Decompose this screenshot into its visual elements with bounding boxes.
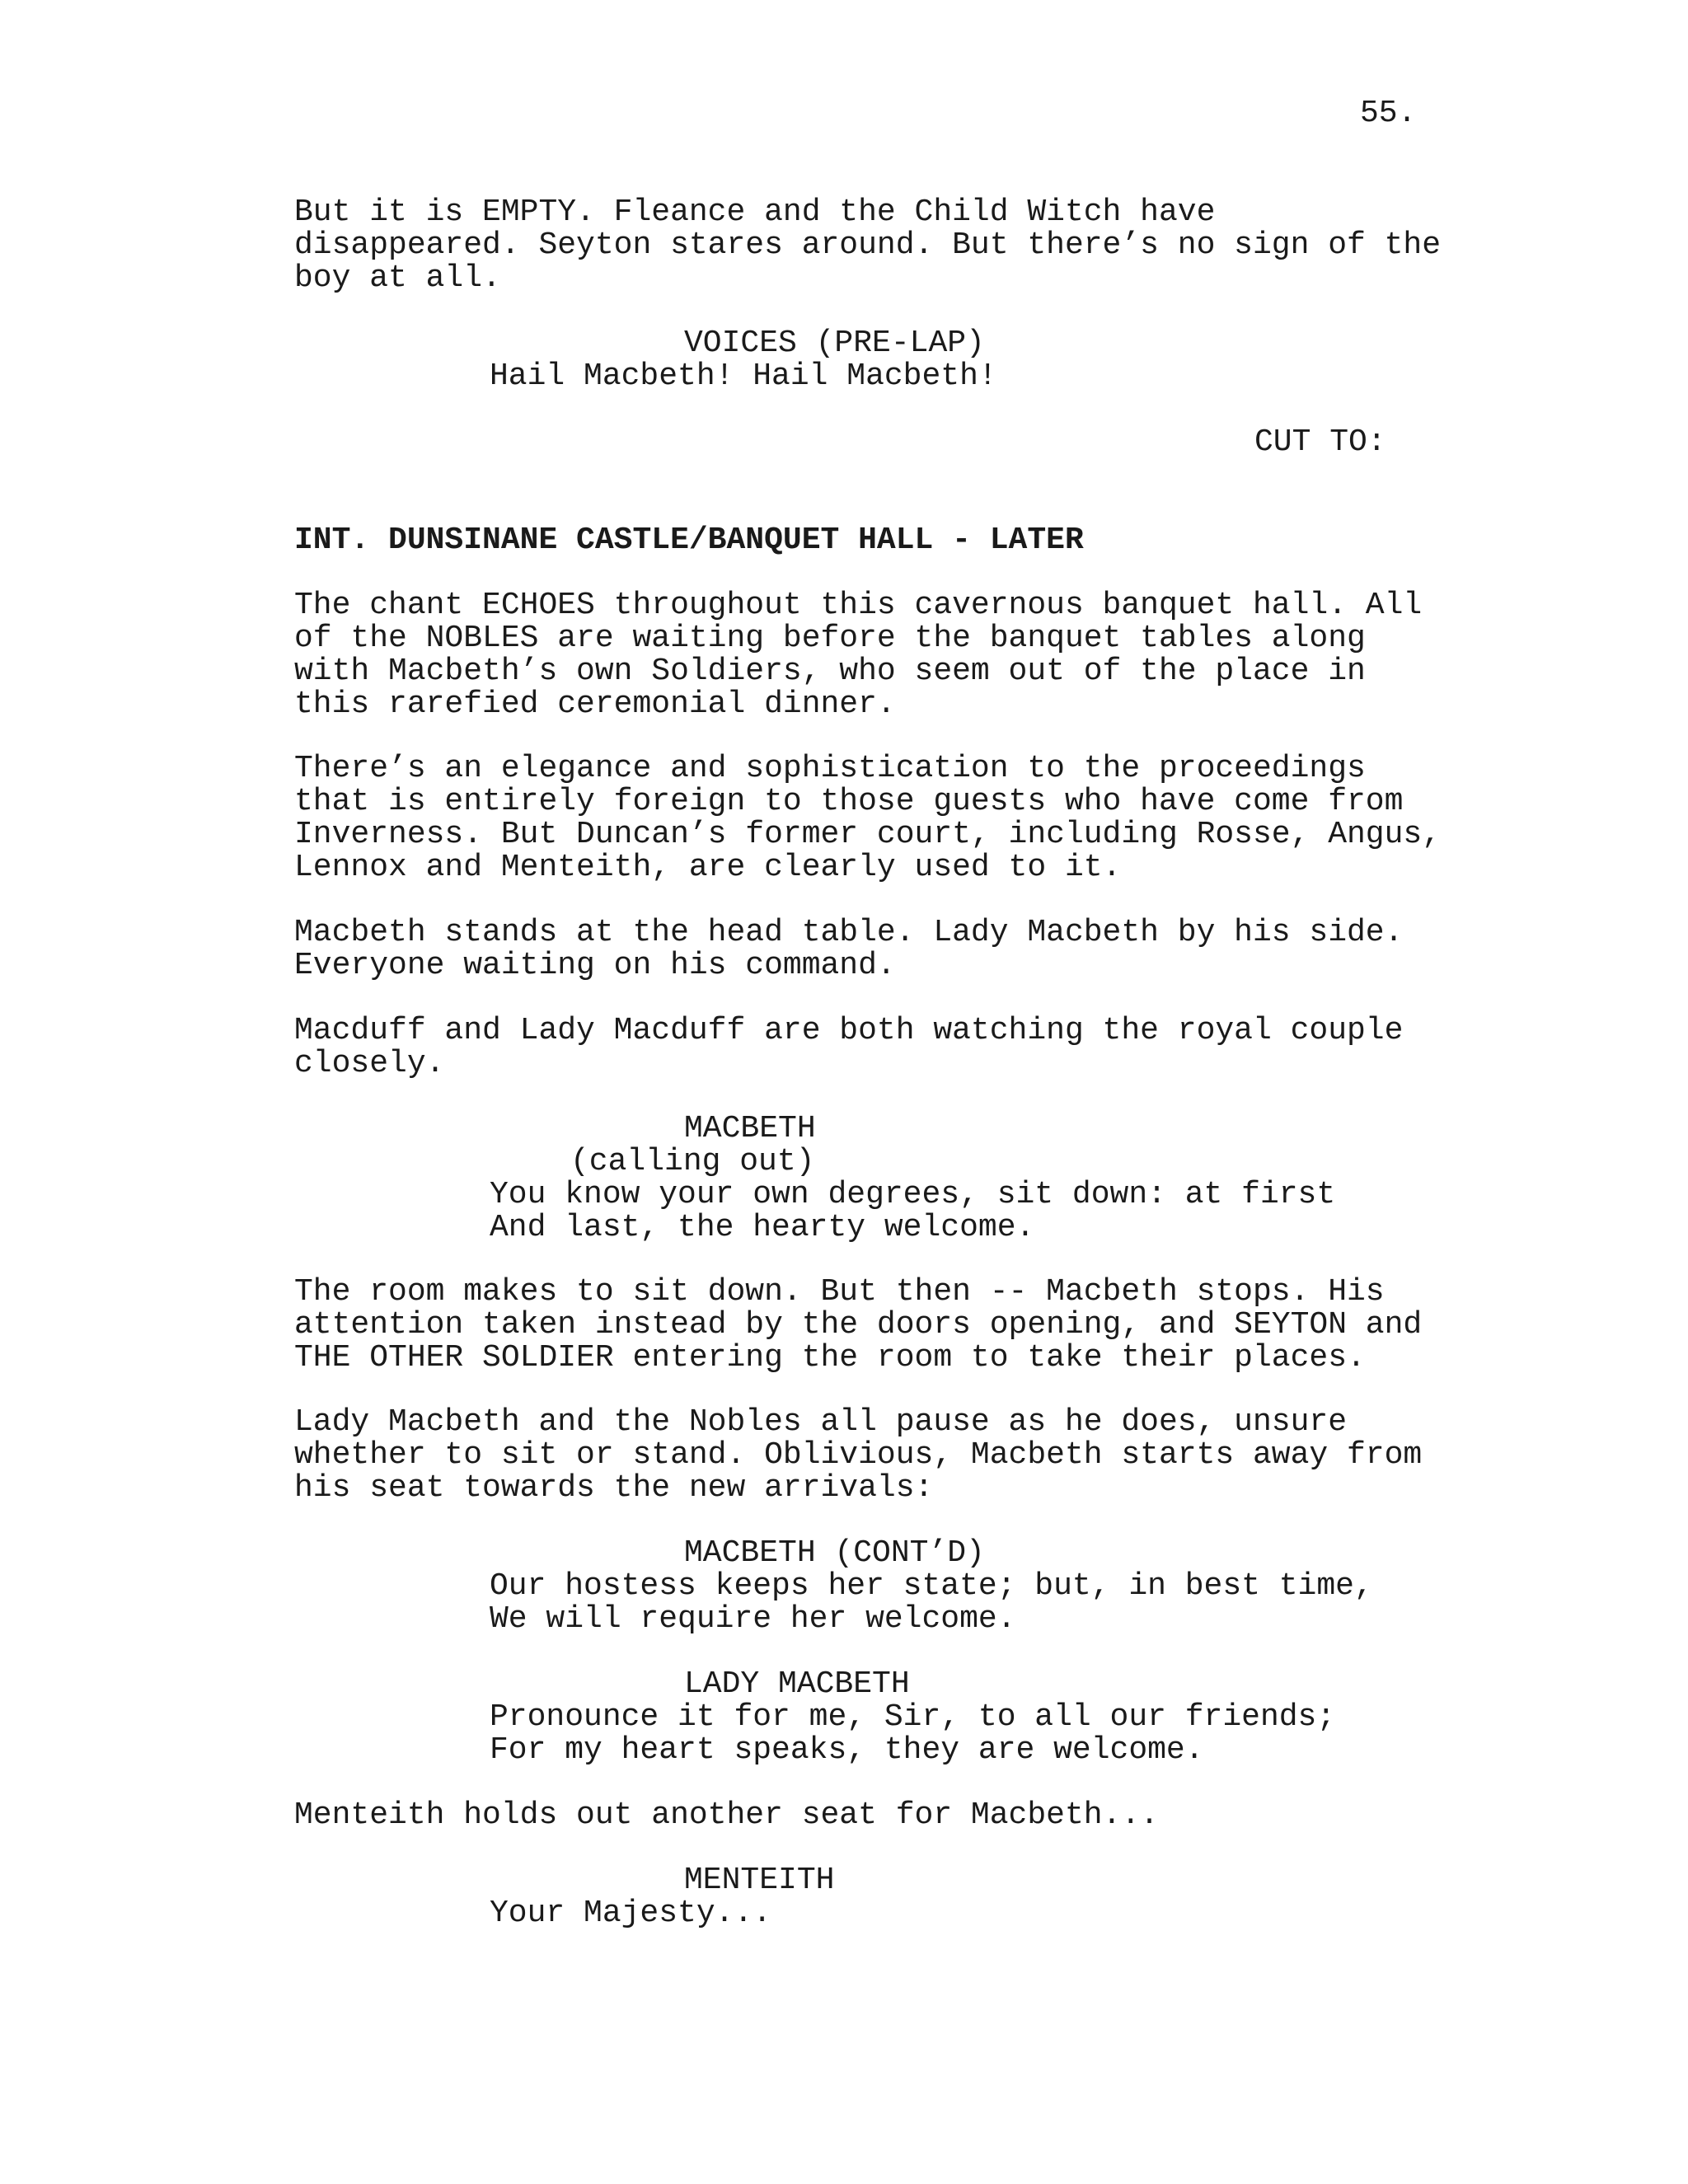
action-line: Macbeth stands at the head table. Lady Macbeth by his side. — [294, 915, 1404, 950]
action-line: Macduff and Lady Macduff are both watching the royal couple — [294, 1013, 1404, 1048]
dialogue-line: Our hostess keeps her state; but, in best time, — [490, 1568, 1373, 1604]
action-line: The room makes to sit down. But then -- Macbeth stops. His — [294, 1274, 1385, 1310]
scene-heading: INT. DUNSINANE CASTLE/BANQUET HALL - LATER — [294, 523, 1084, 558]
transition: CUT TO: — [1254, 424, 1386, 460]
parenthetical: (calling out) — [570, 1144, 815, 1179]
action-line: attention taken instead by the doors opening, and SEYTON and — [294, 1307, 1423, 1343]
character-cue: MENTEITH — [684, 1863, 835, 1898]
action-line: Everyone waiting on his command. — [294, 948, 896, 983]
action-line: Lennox and Menteith, are clearly used to it. — [294, 850, 1122, 885]
action-line: that is entirely foreign to those guests who have come from — [294, 784, 1404, 819]
action-line: THE OTHER SOLDIER entering the room to take their places. — [294, 1340, 1366, 1376]
character-cue: MACBETH (CONT’D) — [684, 1535, 985, 1571]
action-line: But it is EMPTY. Fleance and the Child Witch have — [294, 194, 1216, 230]
action-line: boy at all. — [294, 260, 501, 296]
action-line: closely. — [294, 1046, 445, 1081]
page-number: 55. — [1360, 96, 1417, 131]
action-line: Lady Macbeth and the Nobles all pause as he does, unsure — [294, 1404, 1348, 1440]
action-line: this rarefied ceremonial dinner. — [294, 687, 896, 722]
dialogue-line: Pronounce it for me, Sir, to all our friends; — [490, 1699, 1336, 1735]
action-line: The chant ECHOES throughout this cavernous banquet hall. All — [294, 588, 1423, 623]
action-line: Menteith holds out another seat for Macbeth... — [294, 1797, 1159, 1833]
dialogue-line: For my heart speaks, they are welcome. — [490, 1732, 1204, 1768]
dialogue-line: Your Majesty... — [490, 1896, 772, 1931]
action-line: disappeared. Seyton stares around. But there’s no sign of the — [294, 227, 1442, 263]
action-line: with Macbeth’s own Soldiers, who seem out of the place in — [294, 654, 1366, 689]
action-line: whether to sit or stand. Oblivious, Macbeth starts away from — [294, 1437, 1423, 1473]
action-line: his seat towards the new arrivals: — [294, 1470, 934, 1506]
action-line: There’s an elegance and sophistication to the proceedings — [294, 751, 1366, 786]
action-line: of the NOBLES are waiting before the banquet tables along — [294, 621, 1366, 656]
character-cue: VOICES (PRE-LAP) — [684, 326, 985, 361]
dialogue-line: We will require her welcome. — [490, 1601, 1016, 1637]
character-cue: LADY MACBETH — [684, 1666, 910, 1702]
dialogue-line: You know your own degrees, sit down: at first — [490, 1177, 1336, 1212]
character-cue: MACBETH — [684, 1111, 816, 1146]
dialogue-line: And last, the hearty welcome. — [490, 1210, 1035, 1245]
dialogue-line: Hail Macbeth! Hail Macbeth! — [490, 359, 997, 394]
action-line: Inverness. But Duncan’s former court, including Rosse, Angus, — [294, 817, 1442, 852]
